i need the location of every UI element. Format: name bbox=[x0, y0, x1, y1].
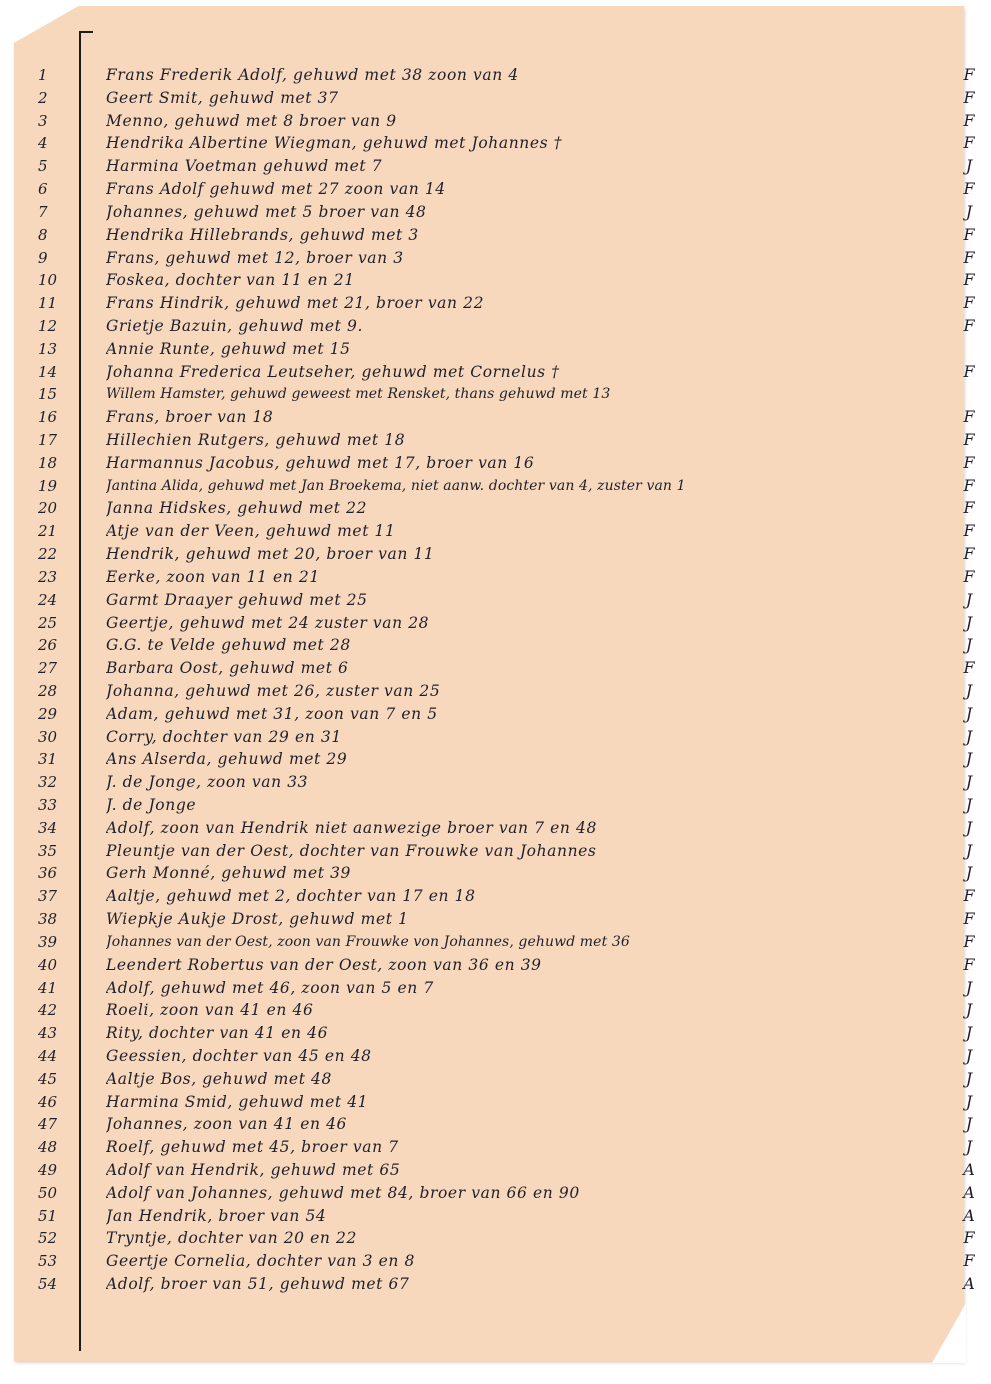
entry-text: Corry, dochter van 29 en 31 bbox=[106, 727, 342, 746]
entry-code: F bbox=[963, 544, 975, 564]
entry-code: J bbox=[965, 840, 973, 860]
entry-code: J bbox=[965, 635, 973, 655]
entry-number: 19 bbox=[38, 476, 58, 495]
entry-number: 13 bbox=[38, 339, 58, 358]
entry-text: Jan Hendrik, broer van 54 bbox=[106, 1206, 327, 1225]
entry-number: 32 bbox=[38, 773, 58, 792]
entry-text: Harmina Smid, gehuwd met 41 bbox=[106, 1092, 369, 1111]
entry-text: Frans Frederik Adolf, gehuwd met 38 zoon van 4 bbox=[106, 66, 519, 84]
list-item bbox=[14, 1273, 989, 1296]
list-item bbox=[14, 1159, 989, 1182]
entry-code: J bbox=[965, 1045, 973, 1065]
list-item bbox=[14, 817, 989, 840]
entry-number: 14 bbox=[38, 362, 58, 381]
entry-code: F bbox=[963, 407, 975, 427]
entry-code: J bbox=[965, 772, 973, 792]
list-item bbox=[14, 1091, 989, 1114]
entry-code: J bbox=[965, 1091, 973, 1111]
entry-code: J bbox=[965, 1023, 973, 1043]
entry-text: Atje van der Veen, gehuwd met 11 bbox=[106, 522, 396, 541]
entry-number: 47 bbox=[38, 1115, 58, 1134]
list-item bbox=[14, 999, 989, 1022]
paper-sheet bbox=[14, 6, 975, 1361]
entry-code: F bbox=[963, 270, 975, 290]
entry-text: G.G. te Velde gehuwd met 28 bbox=[106, 636, 351, 655]
entry-number: 18 bbox=[38, 453, 58, 472]
entry-text: Foskea, dochter van 11 en 21 bbox=[106, 271, 355, 290]
entry-text: Hendrika Hillebrands, gehuwd met 3 bbox=[106, 225, 419, 244]
entry-number: 1 bbox=[38, 66, 48, 84]
entry-number: 28 bbox=[38, 681, 58, 700]
list-item bbox=[14, 977, 989, 1000]
entry-text: Adolf, broer van 51, gehuwd met 67 bbox=[106, 1275, 410, 1294]
entry-text: Rity, dochter van 41 en 46 bbox=[106, 1024, 329, 1043]
list-item bbox=[14, 1227, 989, 1250]
entry-code: F bbox=[963, 293, 975, 313]
entry-number: 29 bbox=[38, 704, 58, 723]
entry-code: F bbox=[963, 1251, 975, 1271]
list-item bbox=[14, 1113, 989, 1136]
entry-text: Johannes, gehuwd met 5 broer van 48 bbox=[106, 202, 427, 221]
entry-code: J bbox=[965, 1114, 973, 1134]
entry-number: 17 bbox=[38, 431, 58, 449]
entry-text: Adolf, gehuwd met 46, zoon van 5 en 7 bbox=[106, 978, 434, 997]
list-item bbox=[14, 634, 989, 657]
entry-number: 54 bbox=[38, 1275, 58, 1294]
entry-text: Annie Runte, gehuwd met 15 bbox=[106, 339, 351, 358]
entry-number: 34 bbox=[38, 818, 58, 837]
list-item bbox=[14, 543, 989, 566]
list-item bbox=[14, 931, 989, 954]
entry-code: J bbox=[965, 703, 973, 723]
entry-number: 51 bbox=[38, 1206, 58, 1225]
entry-number: 46 bbox=[38, 1092, 58, 1111]
entry-code: F bbox=[963, 224, 975, 244]
entry-number: 11 bbox=[38, 294, 58, 313]
entry-number: 9 bbox=[38, 248, 48, 267]
entry-code: J bbox=[965, 726, 973, 746]
entry-number: 35 bbox=[38, 841, 58, 860]
entry-code: J bbox=[965, 1068, 973, 1088]
entry-code: F bbox=[963, 566, 975, 586]
list-item bbox=[14, 475, 989, 498]
entry-number: 39 bbox=[38, 932, 58, 951]
list-item bbox=[14, 429, 989, 452]
entry-text: Eerke, zoon van 11 en 21 bbox=[106, 567, 320, 586]
entry-code: A bbox=[963, 1182, 975, 1202]
entry-code: J bbox=[965, 156, 973, 176]
entry-code: F bbox=[963, 475, 975, 495]
entry-number: 27 bbox=[38, 659, 58, 678]
entry-number: 48 bbox=[38, 1138, 58, 1157]
entry-number: 53 bbox=[38, 1252, 58, 1271]
entry-code: F bbox=[963, 87, 975, 107]
entry-number: 21 bbox=[38, 522, 58, 541]
list-item bbox=[14, 771, 989, 794]
entry-number: 42 bbox=[38, 1001, 58, 1020]
entry-text: Johannes, zoon van 41 en 46 bbox=[106, 1115, 348, 1134]
list-item bbox=[14, 908, 989, 931]
list-item bbox=[14, 383, 989, 406]
entry-number: 24 bbox=[38, 590, 58, 609]
entry-number: 43 bbox=[38, 1024, 58, 1043]
list-item bbox=[14, 110, 989, 133]
entry-text: Janna Hidskes, gehuwd met 22 bbox=[106, 499, 368, 518]
entry-text: Willem Hamster, gehuwd geweest met Rensket, thans gehuwd met 13 bbox=[106, 386, 611, 403]
entry-text: Pleuntje van der Oest, dochter van Frouwke van Johannes bbox=[106, 841, 597, 860]
entry-code: J bbox=[965, 1137, 973, 1157]
list-item bbox=[14, 1250, 989, 1273]
entry-text: Frans Adolf gehuwd met 27 zoon van 14 bbox=[106, 180, 446, 199]
entry-text: Gerh Monné, gehuwd met 39 bbox=[106, 864, 351, 883]
entry-code: J bbox=[965, 612, 973, 632]
entry-code: F bbox=[963, 931, 975, 951]
entry-code: A bbox=[963, 1205, 975, 1225]
entry-number: 15 bbox=[38, 385, 58, 404]
list-item bbox=[14, 315, 989, 338]
list-item bbox=[14, 840, 989, 863]
entry-code: F bbox=[963, 1228, 975, 1248]
list-item bbox=[14, 269, 989, 292]
entry-text: Hendrik, gehuwd met 20, broer van 11 bbox=[106, 545, 435, 564]
entry-code: J bbox=[965, 863, 973, 883]
entry-text: Aaltje, gehuwd met 2, dochter van 17 en 18 bbox=[106, 887, 476, 906]
entry-text: Jantina Alida, gehuwd met Jan Broekema, niet aanw. dochter van 4, zuster van 1 bbox=[106, 477, 686, 494]
entry-code: J bbox=[965, 749, 973, 769]
entry-number: 4 bbox=[38, 134, 48, 153]
list-item bbox=[14, 703, 989, 726]
list-item bbox=[14, 497, 989, 520]
entry-text: Johanna Frederica Leutseher, gehuwd met Cornelus † bbox=[106, 362, 560, 381]
entry-number: 16 bbox=[38, 408, 58, 427]
entry-text: Geertje, gehuwd met 24 zuster van 28 bbox=[106, 613, 430, 632]
entry-text: Hillechien Rutgers, gehuwd met 18 bbox=[106, 431, 406, 449]
list-item bbox=[14, 87, 989, 110]
entry-number: 37 bbox=[38, 887, 58, 906]
entry-text: Hendrika Albertine Wiegman, gehuwd met Johannes † bbox=[106, 134, 563, 153]
list-item bbox=[14, 292, 989, 315]
entry-number: 26 bbox=[38, 636, 58, 655]
entry-code: F bbox=[963, 65, 975, 84]
entry-text: J. de Jonge, zoon van 33 bbox=[106, 773, 309, 792]
list-item bbox=[14, 726, 989, 749]
list-item bbox=[14, 155, 989, 178]
entry-text: Harmannus Jacobus, gehuwd met 17, broer van 16 bbox=[106, 453, 535, 472]
list-item bbox=[14, 452, 989, 475]
entry-number: 45 bbox=[38, 1069, 58, 1088]
entry-code: J bbox=[965, 680, 973, 700]
list-item bbox=[14, 406, 989, 429]
entry-code: F bbox=[963, 521, 975, 541]
list-item bbox=[14, 1045, 989, 1068]
list-item bbox=[14, 178, 989, 201]
entry-number: 7 bbox=[38, 202, 48, 221]
entry-code: J bbox=[965, 1000, 973, 1020]
entry-number: 2 bbox=[38, 88, 48, 107]
list-item bbox=[14, 657, 989, 680]
entry-number: 38 bbox=[38, 910, 58, 929]
entry-number: 49 bbox=[38, 1161, 58, 1179]
entry-number: 12 bbox=[38, 316, 58, 335]
entry-code: J bbox=[965, 795, 973, 814]
entry-number: 31 bbox=[38, 750, 58, 769]
entry-number: 22 bbox=[38, 545, 58, 564]
entry-number: 3 bbox=[38, 111, 48, 130]
entry-code: F bbox=[963, 909, 975, 929]
entry-text: Wiepkje Aukje Drost, gehuwd met 1 bbox=[106, 910, 409, 929]
entry-number: 5 bbox=[38, 157, 48, 176]
list-item bbox=[14, 338, 989, 361]
list-item bbox=[14, 1136, 989, 1159]
entry-code: J bbox=[965, 977, 973, 997]
list-item bbox=[14, 748, 989, 771]
entry-number: 8 bbox=[38, 225, 48, 244]
entry-number: 44 bbox=[38, 1046, 58, 1065]
list-item bbox=[14, 862, 989, 885]
list-item bbox=[14, 612, 989, 635]
entry-text: J. de Jonge bbox=[106, 796, 197, 814]
entry-text: Roeli, zoon van 41 en 46 bbox=[106, 1001, 314, 1020]
entry-code: F bbox=[963, 315, 975, 335]
entry-text: Leendert Robertus van der Oest, zoon van 36 en 39 bbox=[106, 955, 542, 974]
entry-list bbox=[14, 64, 989, 1296]
list-item bbox=[14, 361, 989, 384]
entry-code: F bbox=[963, 886, 975, 906]
list-item bbox=[14, 64, 989, 87]
list-item bbox=[14, 1205, 989, 1228]
entry-number: 20 bbox=[38, 499, 58, 518]
entry-text: Ans Alserda, gehuwd met 29 bbox=[106, 750, 348, 769]
list-item bbox=[14, 1068, 989, 1091]
entry-text: Geertje Cornelia, dochter van 3 en 8 bbox=[106, 1252, 415, 1271]
entry-text: Aaltje Bos, gehuwd met 48 bbox=[106, 1069, 332, 1088]
list-item bbox=[14, 132, 989, 155]
entry-number: 41 bbox=[38, 978, 58, 997]
entry-code: F bbox=[963, 452, 975, 472]
list-item bbox=[14, 520, 989, 543]
entry-code: J bbox=[965, 817, 973, 837]
entry-text: Harmina Voetman gehuwd met 7 bbox=[106, 157, 383, 176]
entry-text: Johannes van der Oest, zoon van Frouwke von Johannes, gehuwd met 36 bbox=[106, 933, 630, 950]
entry-code: F bbox=[963, 110, 975, 130]
entry-text: Johanna, gehuwd met 26, zuster van 25 bbox=[106, 681, 441, 700]
entry-code: F bbox=[963, 954, 975, 974]
entry-text: Adolf van Hendrik, gehuwd met 65 bbox=[106, 1161, 401, 1179]
entry-number: 36 bbox=[38, 864, 58, 883]
entry-number: 6 bbox=[38, 180, 48, 199]
entry-text: Frans Hindrik, gehuwd met 21, broer van 22 bbox=[106, 294, 485, 313]
entry-code: F bbox=[963, 430, 975, 449]
entry-code: F bbox=[963, 361, 975, 381]
entry-text: Roelf, gehuwd met 45, broer van 7 bbox=[106, 1138, 399, 1157]
entry-code: F bbox=[963, 658, 975, 678]
entry-number: 23 bbox=[38, 567, 58, 586]
list-item bbox=[14, 201, 989, 224]
entry-text: Tryntje, dochter van 20 en 22 bbox=[106, 1229, 357, 1248]
entry-number: 33 bbox=[38, 796, 58, 814]
list-item bbox=[14, 247, 989, 270]
list-item bbox=[14, 1022, 989, 1045]
list-item bbox=[14, 680, 989, 703]
list-item bbox=[14, 1182, 989, 1205]
entry-number: 10 bbox=[38, 271, 58, 290]
entry-code: F bbox=[963, 498, 975, 518]
entry-code: F bbox=[963, 179, 975, 199]
entry-code: A bbox=[963, 1274, 975, 1294]
list-item bbox=[14, 885, 989, 908]
list-item bbox=[14, 566, 989, 589]
margin-rule-top-tick bbox=[79, 31, 93, 33]
entry-number: 50 bbox=[38, 1183, 58, 1202]
entry-text: Adam, gehuwd met 31, zoon van 7 en 5 bbox=[106, 704, 438, 723]
entry-code: A bbox=[963, 1160, 975, 1179]
entry-number: 30 bbox=[38, 727, 58, 746]
entry-text: Frans, gehuwd met 12, broer van 3 bbox=[106, 248, 404, 267]
list-item bbox=[14, 794, 989, 817]
entry-text: Garmt Draayer gehuwd met 25 bbox=[106, 590, 368, 609]
entry-code: F bbox=[963, 247, 975, 267]
list-item bbox=[14, 589, 989, 612]
entry-code: J bbox=[965, 589, 973, 609]
entry-text: Geessien, dochter van 45 en 48 bbox=[106, 1046, 372, 1065]
entry-text: Adolf van Johannes, gehuwd met 84, broer van 66 en 90 bbox=[106, 1183, 580, 1202]
entry-code: F bbox=[963, 133, 975, 153]
entry-text: Grietje Bazuin, gehuwd met 9. bbox=[106, 316, 364, 335]
entry-code: J bbox=[965, 201, 973, 221]
entry-number: 40 bbox=[38, 955, 58, 974]
list-item bbox=[14, 954, 989, 977]
entry-text: Frans, broer van 18 bbox=[106, 408, 274, 427]
entry-number: 52 bbox=[38, 1229, 58, 1248]
entry-number: 25 bbox=[38, 613, 58, 632]
entry-text: Geert Smit, gehuwd met 37 bbox=[106, 88, 339, 107]
entry-text: Adolf, zoon van Hendrik niet aanwezige broer van 7 en 48 bbox=[106, 818, 597, 837]
entry-text: Menno, gehuwd met 8 broer van 9 bbox=[106, 111, 397, 130]
list-item bbox=[14, 224, 989, 247]
entry-text: Barbara Oost, gehuwd met 6 bbox=[106, 659, 349, 678]
